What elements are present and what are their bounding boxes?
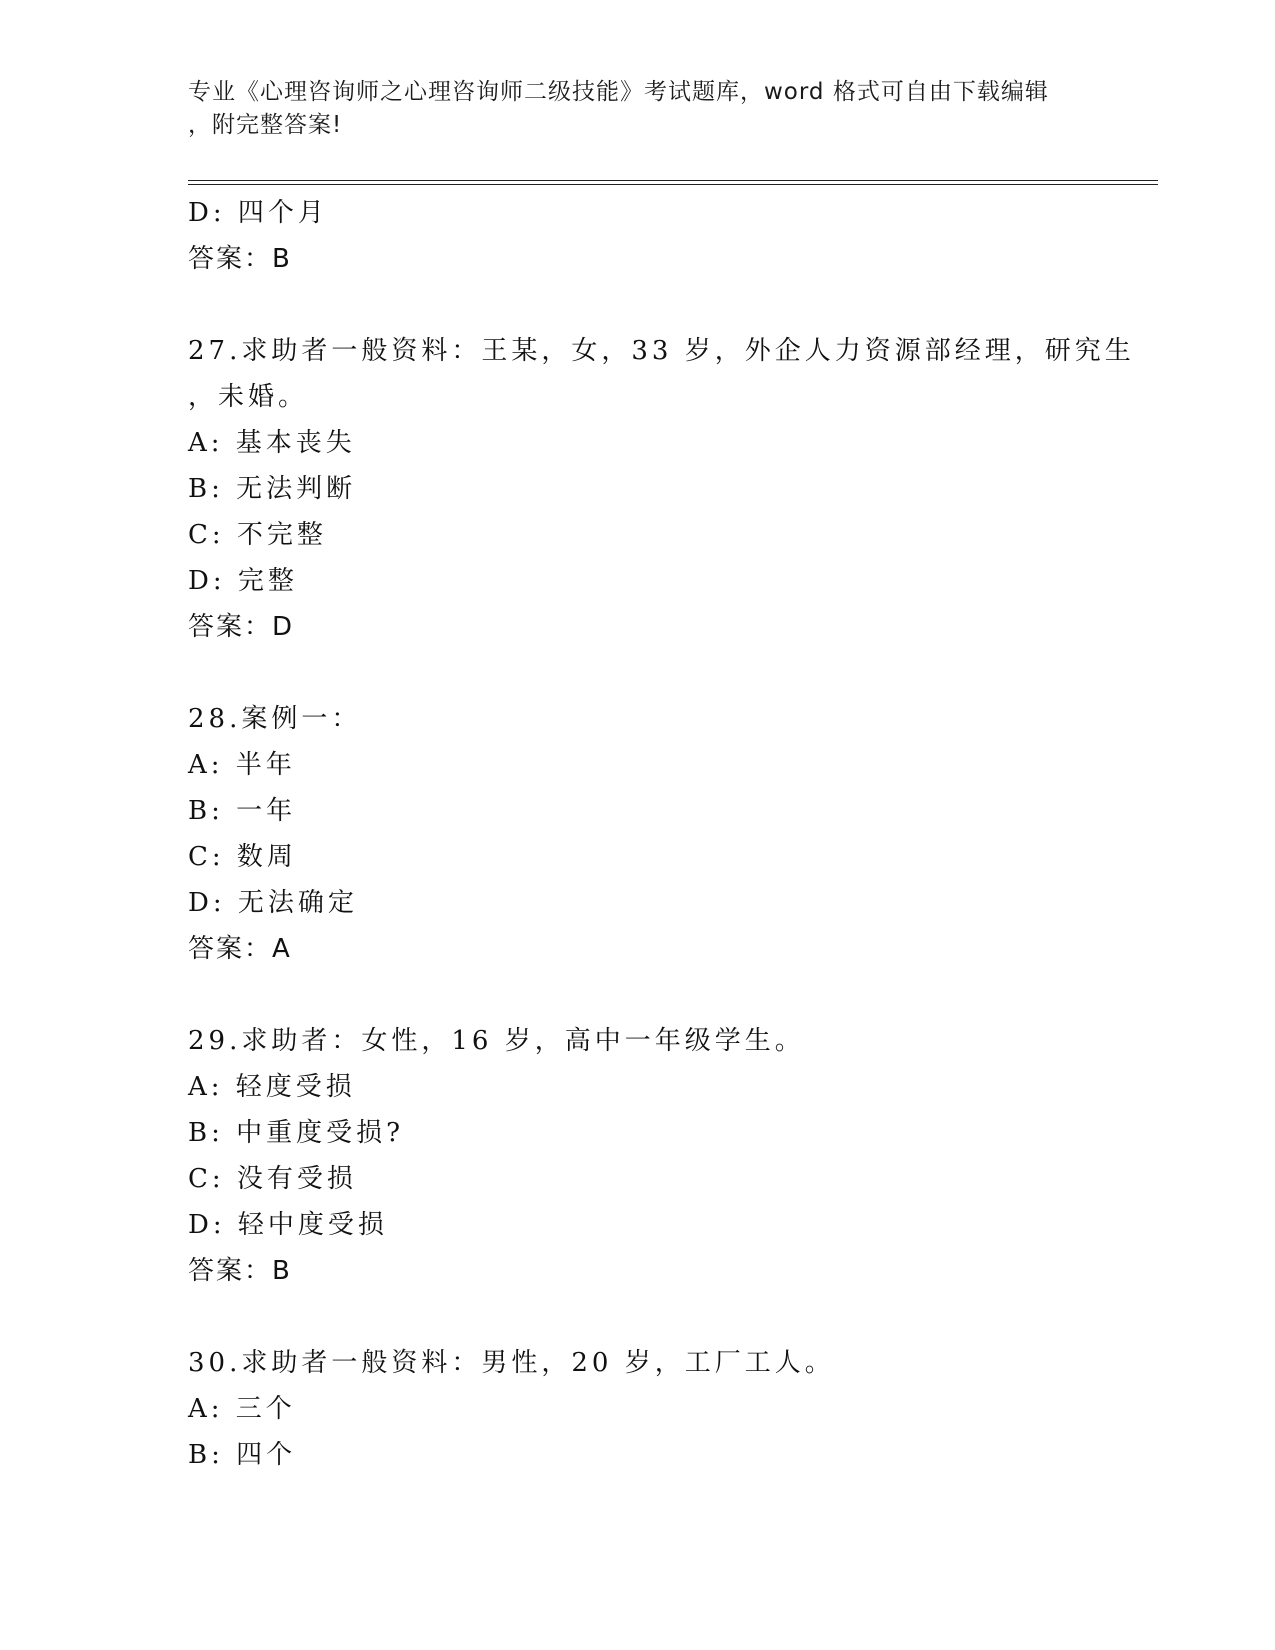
question-28 <box>188 696 1088 972</box>
header-line-2: ，附完整答案! <box>188 112 343 138</box>
answer-line: 答案：B <box>188 244 292 274</box>
question-stem: 27.求助者一般资料：王某，女，33 岁，外企人力资源部经理，研究生 <box>188 336 1135 366</box>
option-b: B: 无法判断 <box>188 474 357 504</box>
option-d: D: 四个月 <box>188 198 328 228</box>
option-d: D: 轻中度受损 <box>188 1210 388 1240</box>
header-line-1: 专业《心理咨询师之心理咨询师二级技能》考试题库，word 格式可自由下载编辑 <box>188 79 1049 105</box>
option-c: C: 数周 <box>188 842 297 872</box>
previous-question-tail <box>188 190 1088 282</box>
option-a: A: 基本丧失 <box>188 428 356 458</box>
option-c: C: 没有受损 <box>188 1164 357 1194</box>
answer-line: 答案：A <box>188 934 292 964</box>
question-27 <box>188 328 1135 650</box>
answer-line: 答案：B <box>188 1256 292 1286</box>
question-29 <box>188 1018 1088 1294</box>
question-stem: 30.求助者一般资料：男性，20 岁，工厂工人。 <box>188 1348 835 1378</box>
option-d: D: 完整 <box>188 566 298 596</box>
question-30 <box>188 1340 1088 1478</box>
option-a: A: 三个 <box>188 1394 296 1424</box>
option-d: D: 无法确定 <box>188 888 358 918</box>
option-b: B: 四个 <box>188 1440 297 1470</box>
question-stem-continued: ，未婚。 <box>188 382 309 412</box>
document-header <box>188 76 1088 142</box>
header-divider <box>188 180 1158 185</box>
question-list <box>188 190 1135 1478</box>
option-b: B: 一年 <box>188 796 297 826</box>
question-stem: 29.求助者：女性，16 岁，高中一年级学生。 <box>188 1026 805 1056</box>
option-b: B: 中重度受损? <box>188 1118 405 1148</box>
question-stem: 28.案例一： <box>188 704 362 734</box>
option-a: A: 轻度受损 <box>188 1072 356 1102</box>
option-c: C: 不完整 <box>188 520 327 550</box>
answer-line: 答案：D <box>188 612 295 642</box>
option-a: A: 半年 <box>188 750 296 780</box>
